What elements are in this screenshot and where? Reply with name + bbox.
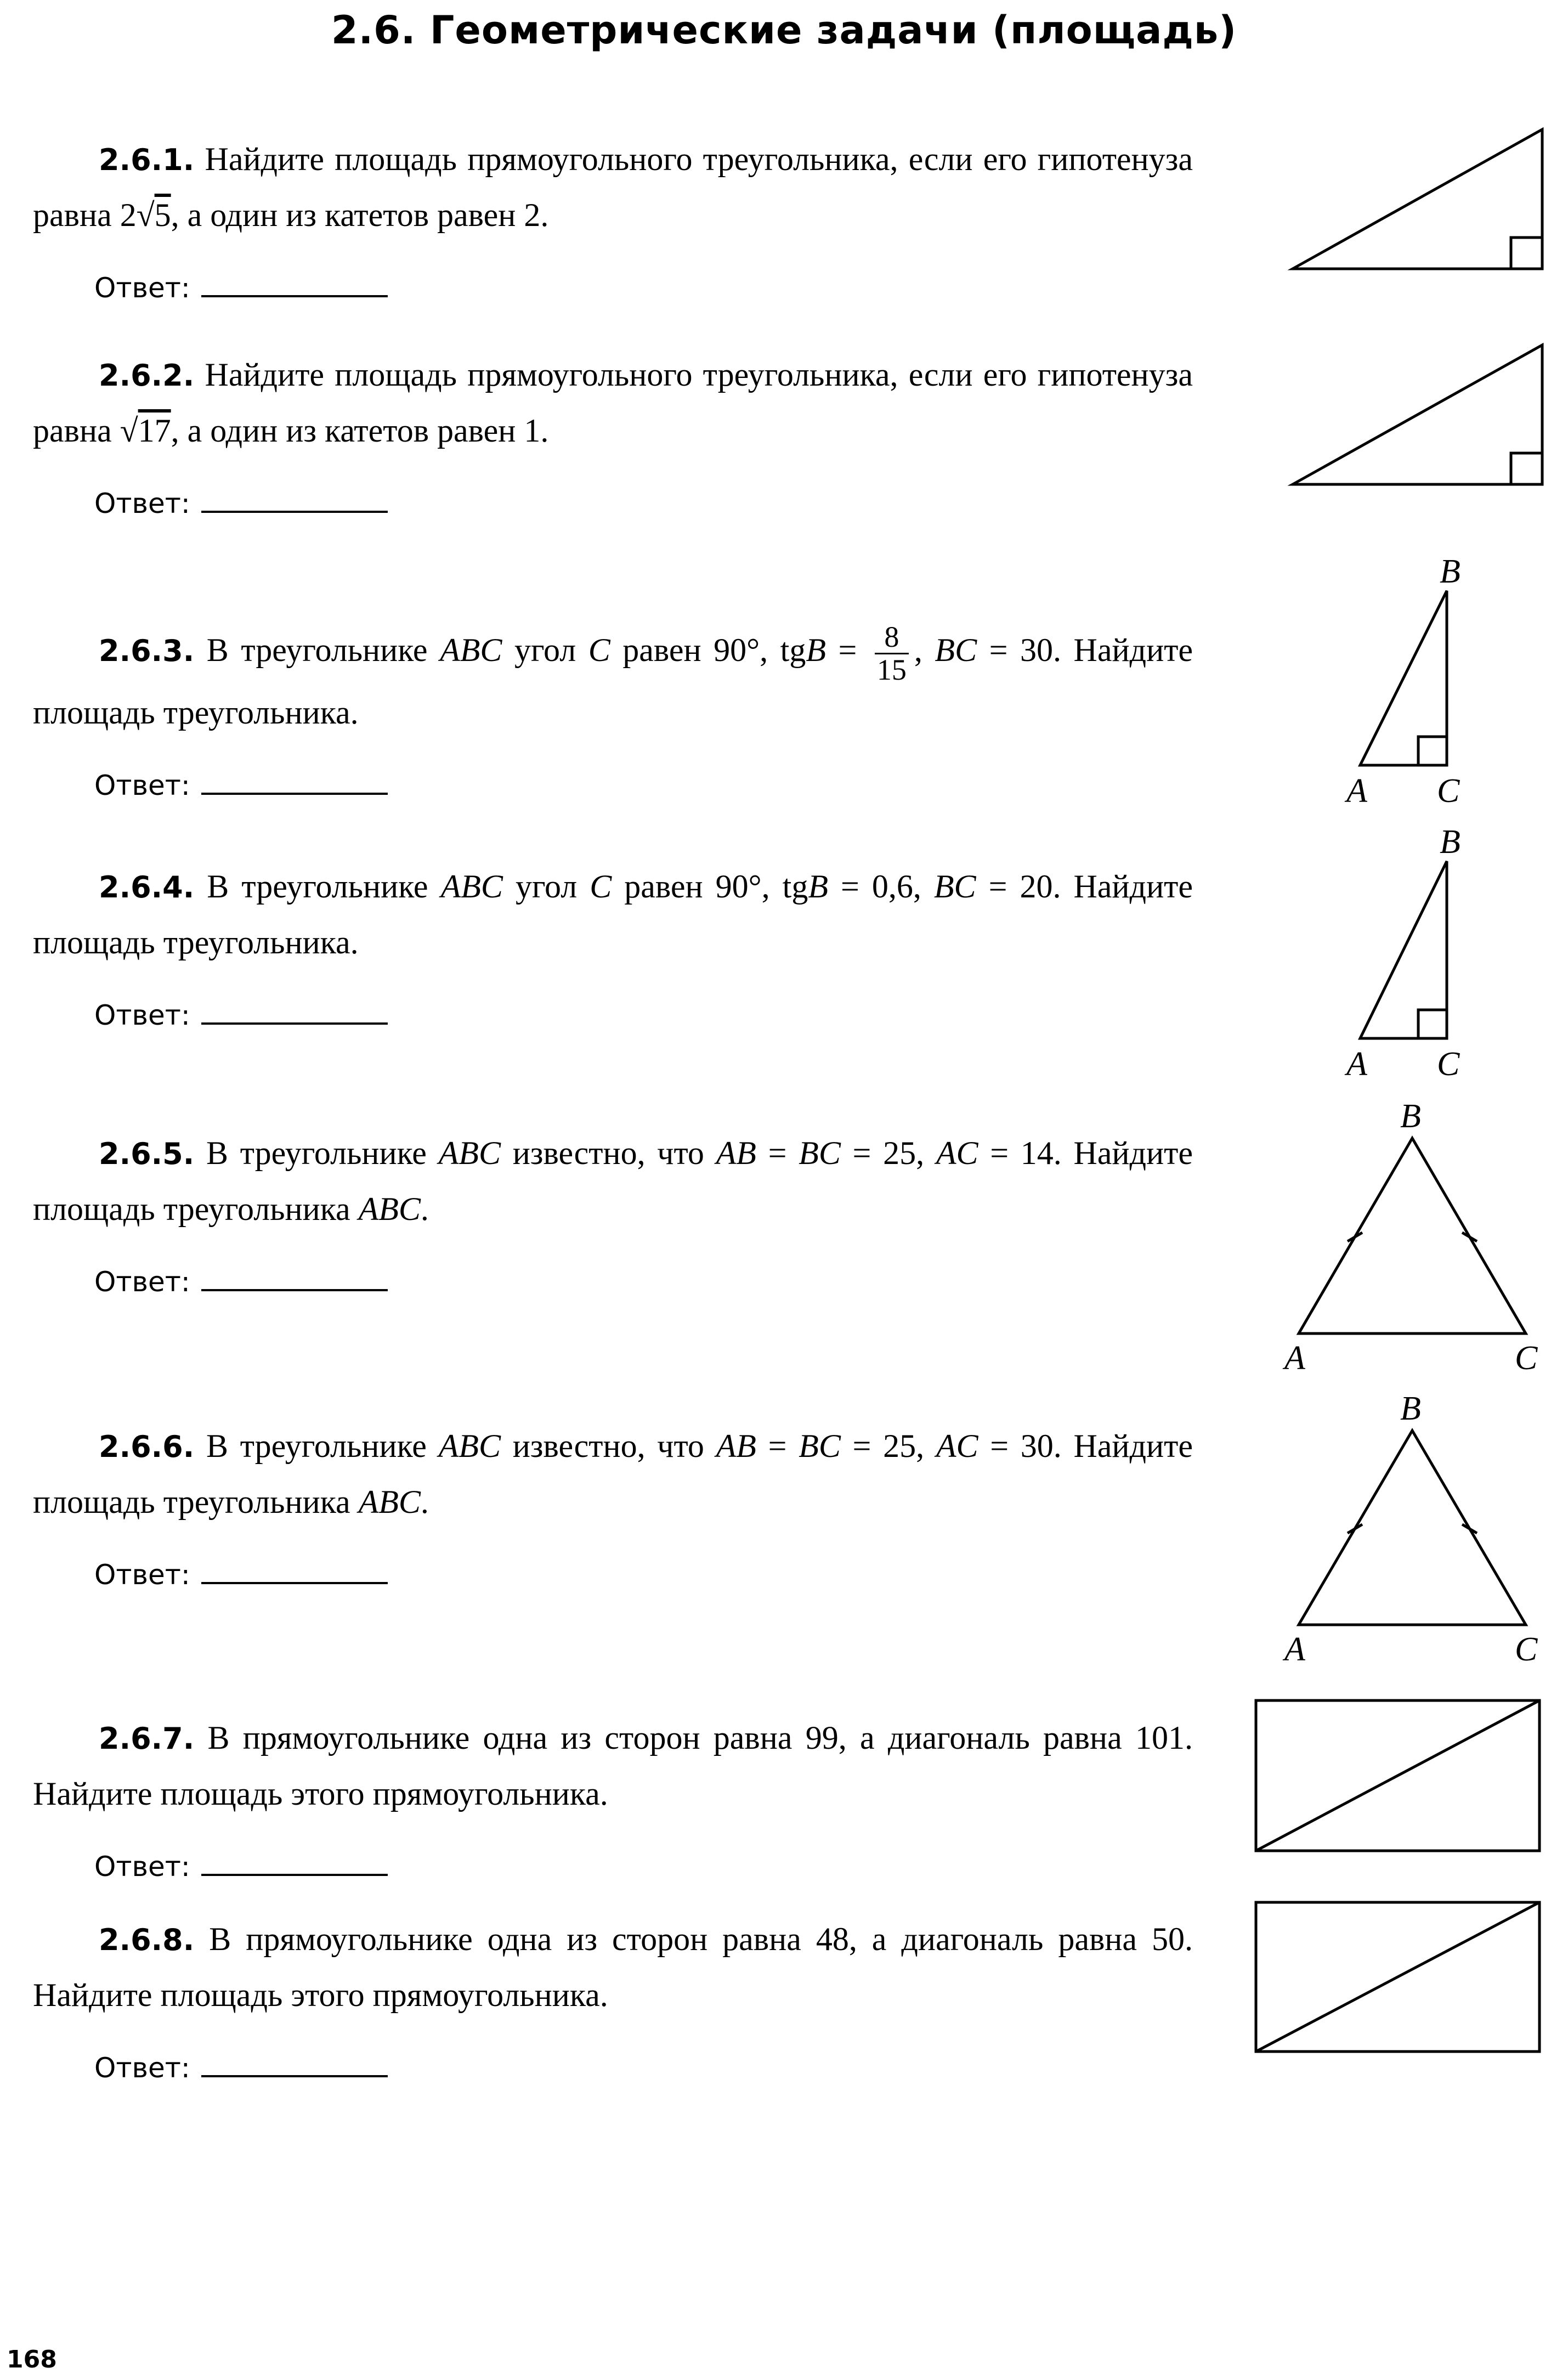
answer-label: Ответ: [94,1559,190,1591]
vertex-label-c: C [1515,1631,1538,1668]
problem-number: 2.6.7. [99,1721,195,1756]
answer-label: Ответ: [94,272,190,304]
problem-text: 2.6.5. В треугольнике ABC известно, что AB = BC = 25, AC = 14. Найдите площадь треугольника ABC. [33,1135,1193,1227]
triangle-abc-figure-3 [1344,553,1461,810]
vertex-label-a: A [1346,1046,1367,1083]
vertex-label-c: C [1437,772,1460,810]
problem-number: 2.6.5. [99,1137,195,1171]
right-triangle-figure-2 [1293,345,1542,484]
problem-text: 2.6.7. В прямоугольнике одна из сторон равна 99, а диагональ равна 101. Найдите площадь этого прямоугольника. [33,1720,1193,1812]
problem-text: 2.6.4. В треугольнике ABC угол C равен 90°, tgB = 0,6, BC = 20. Найдите площадь треугольника. [33,868,1193,960]
fraction: $\frac{8}{15}$ [875,621,909,685]
page-title: 2.6. Геометрические задачи (площадь) [331,8,1237,53]
answer-label: Ответ: [94,1851,190,1883]
vertex-label-a: A [1284,1631,1305,1668]
radicand: 5 [154,197,171,233]
problem-number: 2.6.2. [99,358,195,393]
radicand: 17 [138,412,171,449]
vertex-label-c: C [1515,1340,1538,1377]
vertex-label-b: B [1440,823,1461,861]
answer-label: Ответ: [94,770,190,802]
problem-text: 2.6.1. Найдите площадь прямоугольного треугольника, если его гипотенуза равна 2√5, а один из катетов равен 2. [33,141,1193,233]
rectangle-with-diagonal-figure-8 [1256,1902,1539,2052]
rectangle-with-diagonal-figure-7 [1256,1700,1539,1851]
vertex-label-b: B [1400,1390,1421,1427]
problem-number: 2.6.1. [99,143,195,177]
isosceles-triangle-figure-6 [1282,1390,1538,1668]
answer-label: Ответ: [94,1266,190,1298]
problem-text: 2.6.6. В треугольнике ABC известно, что AB = BC = 25, AC = 30. Найдите площадь треугольника ABC. [33,1428,1193,1520]
problem-number: 2.6.8. [99,1923,195,1957]
problem-number: 2.6.3. [99,633,195,668]
problem-number: 2.6.4. [99,870,195,905]
problem-text: 2.6.2. Найдите площадь прямоугольного треугольника, если его гипотенуза равна √17, а один из катетов равен 1. [33,357,1193,449]
answer-label: Ответ: [94,488,190,519]
vertex-label-b: B [1400,1098,1421,1135]
right-triangle-figure-1 [1293,129,1542,269]
problem-text: 2.6.3. В треугольнике ABC угол C равен 90°, tgB = $\frac{8}{15}$ , BC = 30. Найдите площадь треугольника. [33,620,1193,731]
vertex-label-a: A [1346,772,1367,810]
isosceles-triangle-figure-5 [1282,1098,1538,1377]
vertex-label-b: B [1440,553,1461,590]
problem-number: 2.6.6. [99,1429,195,1464]
answer-label: Ответ: [94,999,190,1031]
vertex-label-a: A [1284,1340,1305,1377]
problem-text: 2.6.8. В прямоугольнике одна из сторон равна 48, а диагональ равна 50. Найдите площадь этого прямоугольника. [33,1921,1193,2013]
answer-label: Ответ: [94,2052,190,2084]
triangle-abc-figure-4 [1344,823,1461,1083]
vertex-label-c: C [1437,1046,1460,1083]
